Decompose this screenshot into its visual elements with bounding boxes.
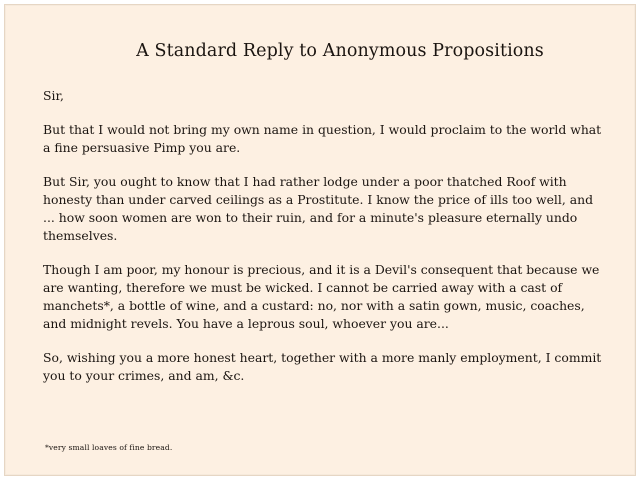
letter-body (43, 87, 603, 401)
paragraph-3: Though I am poor, my honour is precious, and it is a Devil's consequent that because we are wanting, therefore we must be wicked. I cannot be carried away with a cast of manchets*, a bottle of wine, and a custard: no, nor with a satin gown, music, coaches, and midnight revels. You have a leprous soul, whoever you are... (43, 262, 600, 331)
page-title: A Standard Reply to Anonymous Propositions (136, 41, 544, 61)
paragraph-1: But that I would not bring my own name in question, I would proclaim to the world what a fine persuasive Pimp you are. (43, 122, 602, 155)
letter-page (4, 4, 636, 476)
paragraph-2: But Sir, you ought to know that I had rather lodge under a poor thatched Roof with honesty than under carved ceilings as a Prostitute. I know the price of ills too well, and ... how soon women are won to their ruin, and for a minute's pleasure eternally undo themselves. (43, 174, 594, 243)
paragraph-4: So, wishing you a more honest heart, together with a more manly employment, I commit you to your crimes, and am, &c. (43, 350, 602, 383)
salutation: Sir, (43, 88, 64, 103)
footnote: *very small loaves of fine bread. (45, 443, 173, 452)
